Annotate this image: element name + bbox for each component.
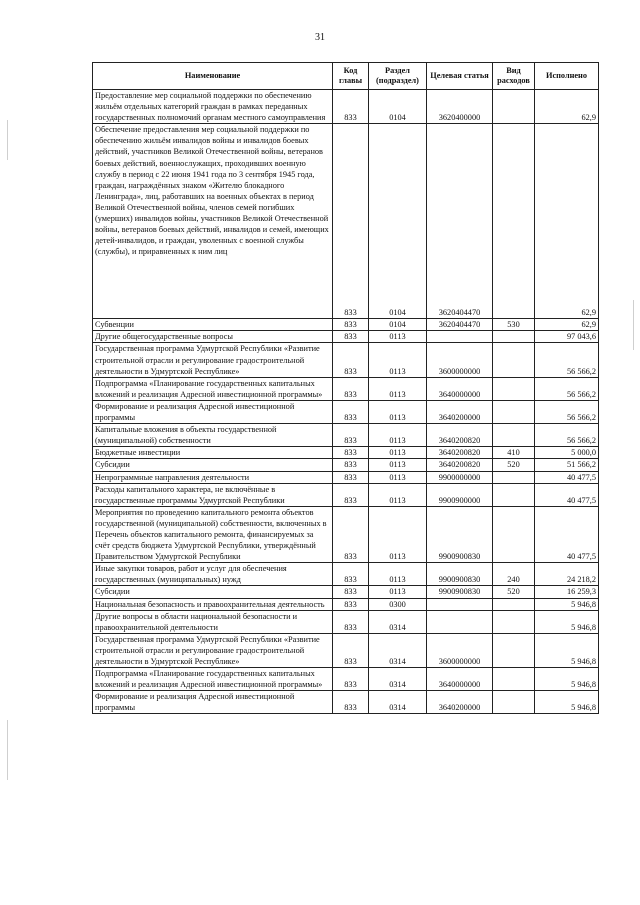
row-section-cell: 0314 [369, 610, 427, 633]
row-code-cell: 833 [333, 377, 369, 400]
table-row [93, 400, 599, 423]
row-section-cell: 0113 [369, 400, 427, 423]
row-value-cell: 56 566,2 [535, 400, 599, 423]
row-code-cell: 833 [333, 331, 369, 343]
row-code-cell: 833 [333, 506, 369, 562]
row-value-cell: 16 259,3 [535, 586, 599, 598]
row-value-cell: 5 946,8 [535, 610, 599, 633]
row-target-cell: 9900900830 [427, 563, 493, 586]
table-row [93, 506, 599, 562]
row-value-cell: 56 566,2 [535, 343, 599, 377]
row-value-cell: 56 566,2 [535, 377, 599, 400]
row-section-cell: 0113 [369, 506, 427, 562]
table-row [93, 668, 599, 691]
page-number: 31 [315, 32, 325, 43]
row-code-cell: 833 [333, 90, 369, 124]
row-value-cell: 97 043,6 [535, 331, 599, 343]
row-value-cell: 51 566,2 [535, 459, 599, 471]
row-section-cell: 0104 [369, 90, 427, 124]
row-section-cell: 0314 [369, 691, 427, 714]
column-header-type: Вид расходов [493, 63, 535, 90]
column-header-name: Наименование [93, 63, 333, 90]
row-value-cell: 24 218,2 [535, 563, 599, 586]
row-code-cell: 833 [333, 471, 369, 483]
row-name-cell: Непрограммные направления деятельности [93, 471, 333, 483]
table-row [93, 424, 599, 447]
row-type-cell: 520 [493, 459, 535, 471]
row-name-cell: Подпрограмма «Планирование государственных капитальных вложений и реализация Адресной инвестиционной программы» [93, 668, 333, 691]
row-target-cell: 3620400000 [427, 90, 493, 124]
column-header-done: Исполнено [535, 63, 599, 90]
row-section-cell: 0104 [369, 319, 427, 331]
row-value-cell: 5 946,8 [535, 691, 599, 714]
table-row [93, 459, 599, 471]
row-type-cell [493, 400, 535, 423]
row-target-cell [427, 598, 493, 610]
row-name-cell: Капитальные вложения в объекты государственной (муниципальной) собственности [93, 424, 333, 447]
row-name-cell: Субсидии [93, 586, 333, 598]
row-target-cell: 3640200000 [427, 400, 493, 423]
row-name-cell: Мероприятия по проведению капитального ремонта объектов государственной (муниципальной) собственности, включенных в Перечень объектов капитального ремонта, финансируемых за счёт средств бюджета Удмуртской Республики, утверждённый Правительством Удмуртской Республики [93, 506, 333, 562]
row-type-cell [493, 633, 535, 667]
row-name-cell: Бюджетные инвестиции [93, 447, 333, 459]
row-type-cell [493, 124, 535, 319]
row-name-cell: Другие вопросы в области национальной безопасности и правоохранительной деятельности [93, 610, 333, 633]
row-target-cell: 3640200000 [427, 691, 493, 714]
row-value-cell: 5 000,0 [535, 447, 599, 459]
row-section-cell: 0113 [369, 483, 427, 506]
row-code-cell: 833 [333, 610, 369, 633]
table-row [93, 586, 599, 598]
table-body [93, 90, 599, 714]
row-code-cell: 833 [333, 447, 369, 459]
row-type-cell [493, 506, 535, 562]
row-target-cell: 9900900830 [427, 506, 493, 562]
row-target-cell: 9900900000 [427, 483, 493, 506]
row-section-cell: 0113 [369, 343, 427, 377]
row-type-cell [493, 90, 535, 124]
row-code-cell: 833 [333, 586, 369, 598]
row-type-cell [493, 610, 535, 633]
row-code-cell: 833 [333, 691, 369, 714]
row-code-cell: 833 [333, 563, 369, 586]
row-type-cell [493, 598, 535, 610]
row-name-cell: Субсидии [93, 459, 333, 471]
row-section-cell: 0314 [369, 668, 427, 691]
row-target-cell: 3600000000 [427, 633, 493, 667]
row-section-cell: 0113 [369, 331, 427, 343]
row-type-cell [493, 377, 535, 400]
table-row [93, 331, 599, 343]
row-type-cell: 240 [493, 563, 535, 586]
table-row [93, 483, 599, 506]
row-name-cell: Иные закупки товаров, работ и услуг для обеспечения государственных (муниципальных) нужд [93, 563, 333, 586]
row-code-cell: 833 [333, 400, 369, 423]
row-target-cell: 3640000000 [427, 377, 493, 400]
row-name-cell: Государственная программа Удмуртской Республики «Развитие строительной отрасли и регулирование градостроительной деятельности в Удмуртской Республике» [93, 343, 333, 377]
row-target-cell: 3640200820 [427, 447, 493, 459]
row-section-cell: 0104 [369, 124, 427, 319]
column-header-code: Код главы [333, 63, 369, 90]
row-code-cell: 833 [333, 668, 369, 691]
row-type-cell: 520 [493, 586, 535, 598]
table-row [93, 343, 599, 377]
table-row [93, 610, 599, 633]
row-name-cell: Другие общегосударственные вопросы [93, 331, 333, 343]
row-code-cell: 833 [333, 633, 369, 667]
row-value-cell: 56 566,2 [535, 424, 599, 447]
row-section-cell: 0300 [369, 598, 427, 610]
row-name-cell: Формирование и реализация Адресной инвестиционной программы [93, 691, 333, 714]
budget-table [92, 62, 599, 714]
row-type-cell [493, 424, 535, 447]
table-row [93, 691, 599, 714]
row-target-cell: 3640000000 [427, 668, 493, 691]
scan-edge-mark [633, 300, 634, 350]
row-name-cell: Обеспечение предоставления мер социальной поддержки по обеспечению жильём инвалидов войны и инвалидов боевых действий, участников Великой Отечественной войны, ветеранов боевых действий, военнослужащих, проходивших военную службу в период с 22 июня 1941 года по 3 сентября 1945 года, граждан, награждённых знаком «Жителю блокадного Ленинграда», лиц, работавших на военных объектах в период Великой Отечественной войны, членов семей погибших (умерших) инвалидов войны, участников Великой Отечественной войны, ветеранов боевых действий, инвалидов и семей, имеющих детей-инвалидов, и граждан, уволенных с военной службы (службы), и приравненных к ним лиц [93, 124, 333, 319]
row-value-cell: 5 946,8 [535, 633, 599, 667]
row-section-cell: 0113 [369, 447, 427, 459]
table-row [93, 563, 599, 586]
row-target-cell: 3620404470 [427, 124, 493, 319]
row-target-cell: 3640200820 [427, 424, 493, 447]
row-target-cell: 3640200820 [427, 459, 493, 471]
scan-edge-mark [7, 720, 8, 780]
row-code-cell: 833 [333, 483, 369, 506]
row-section-cell: 0113 [369, 424, 427, 447]
table-row [93, 447, 599, 459]
row-target-cell: 3620404470 [427, 319, 493, 331]
row-section-cell: 0314 [369, 633, 427, 667]
column-header-section: Раздел (подраздел) [369, 63, 427, 90]
row-section-cell: 0113 [369, 471, 427, 483]
row-target-cell: 9900900830 [427, 586, 493, 598]
row-code-cell: 833 [333, 598, 369, 610]
row-code-cell: 833 [333, 424, 369, 447]
row-type-cell: 530 [493, 319, 535, 331]
row-name-cell: Субвенции [93, 319, 333, 331]
table-row [93, 598, 599, 610]
row-code-cell: 833 [333, 459, 369, 471]
row-target-cell [427, 610, 493, 633]
table-row [93, 90, 599, 124]
table-row [93, 124, 599, 319]
row-code-cell: 833 [333, 343, 369, 377]
row-section-cell: 0113 [369, 377, 427, 400]
row-target-cell: 9900000000 [427, 471, 493, 483]
row-value-cell: 40 477,5 [535, 506, 599, 562]
row-type-cell [493, 691, 535, 714]
row-value-cell: 62,9 [535, 90, 599, 124]
row-section-cell: 0113 [369, 563, 427, 586]
row-value-cell: 62,9 [535, 124, 599, 319]
row-value-cell: 40 477,5 [535, 483, 599, 506]
row-code-cell: 833 [333, 124, 369, 319]
table-row [93, 471, 599, 483]
row-name-cell: Формирование и реализация Адресной инвестиционной программы [93, 400, 333, 423]
row-type-cell [493, 343, 535, 377]
row-type-cell [493, 668, 535, 691]
row-name-cell: Национальная безопасность и правоохранительная деятельность [93, 598, 333, 610]
row-code-cell: 833 [333, 319, 369, 331]
row-value-cell: 5 946,8 [535, 598, 599, 610]
column-header-target: Целевая статья [427, 63, 493, 90]
row-name-cell: Предоставление мер социальной поддержки по обеспечению жильём отдельных категорий граждан в рамках переданных государственных полномочий органам местного самоуправления [93, 90, 333, 124]
row-type-cell [493, 331, 535, 343]
row-section-cell: 0113 [369, 586, 427, 598]
table-row [93, 319, 599, 331]
row-name-cell: Государственная программа Удмуртской Республики «Развитие строительной отрасли и регулирование градостроительной деятельности в Удмуртской Республике» [93, 633, 333, 667]
table-row [93, 633, 599, 667]
row-target-cell [427, 331, 493, 343]
scan-edge-mark [7, 120, 8, 160]
row-value-cell: 62,9 [535, 319, 599, 331]
row-type-cell: 410 [493, 447, 535, 459]
table-row [93, 377, 599, 400]
row-type-cell [493, 483, 535, 506]
row-value-cell: 40 477,5 [535, 471, 599, 483]
row-type-cell [493, 471, 535, 483]
row-name-cell: Расходы капитального характера, не включённые в государственные программы Удмуртской Республики [93, 483, 333, 506]
row-value-cell: 5 946,8 [535, 668, 599, 691]
row-name-cell: Подпрограмма «Планирование государственных капитальных вложений и реализация Адресной инвестиционной программы» [93, 377, 333, 400]
row-section-cell: 0113 [369, 459, 427, 471]
row-target-cell: 3600000000 [427, 343, 493, 377]
table-header-row [93, 63, 599, 90]
